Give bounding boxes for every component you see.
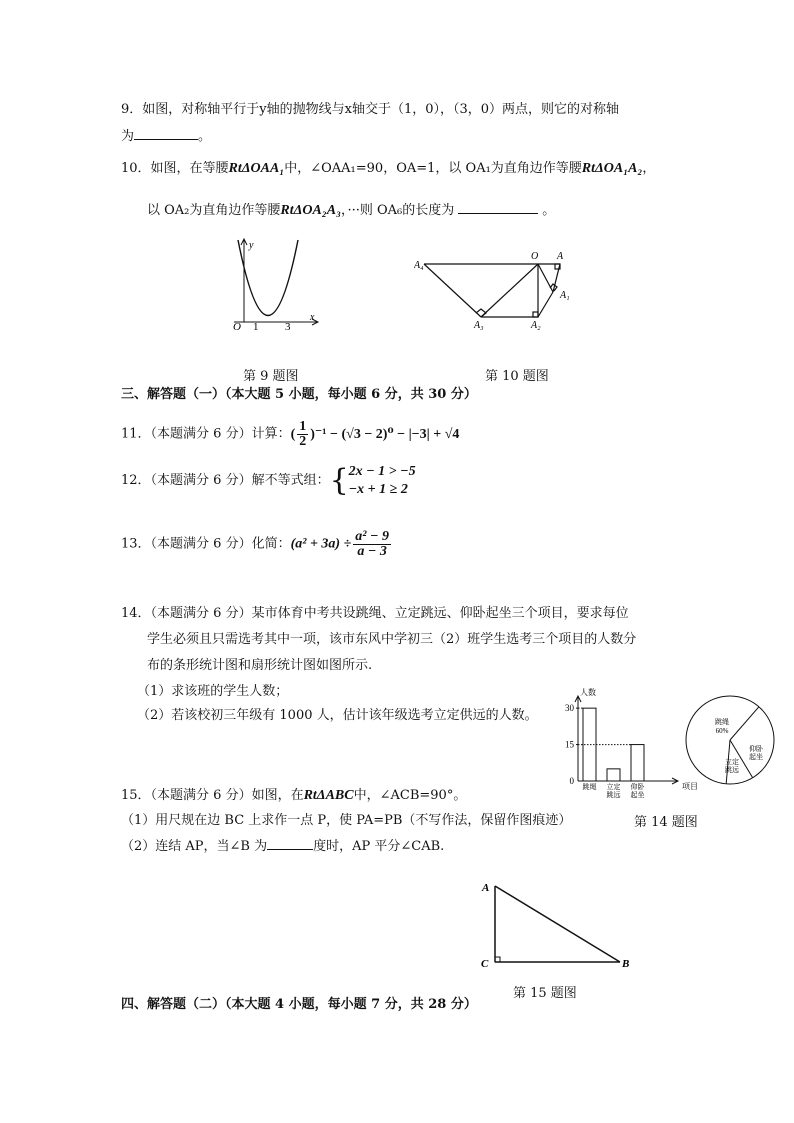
fig9-caption: 第 9 题图	[243, 369, 299, 384]
fig14-ytick-label: 15	[565, 739, 574, 750]
fig10-label-a3: A₃	[474, 320, 484, 331]
fig14-ytick-label: 30	[565, 703, 574, 714]
fig14-ylabel: 人数	[580, 688, 596, 697]
q11-expr	[290, 419, 460, 449]
q14-sub2: （2）若该校初三年级有 1000 人，估计该年级选考立定供远的人数。	[137, 708, 538, 723]
fig10-label-a1: A₁	[560, 290, 570, 301]
fig10-triangles-figure	[414, 246, 580, 332]
fig15-label-b: B	[622, 958, 630, 970]
q13-frac-den: a − 3	[357, 544, 387, 559]
q13-line	[121, 530, 393, 566]
fig14-ytick-label: 0	[569, 776, 574, 786]
fig14-bar	[631, 745, 644, 781]
q15-line1-pre: 15．（本题满分 6 分）如图，在	[121, 788, 304, 803]
q12-brace: {	[329, 463, 349, 498]
q13-frac-num: a² − 9	[355, 529, 389, 544]
q10-tri1: RtΔOAA₁	[228, 161, 285, 176]
fig9-label-origin: O	[233, 321, 241, 332]
q12-prefix: 12．（本题满分 6 分）解不等式组：	[121, 473, 330, 488]
q14-line1: 14．（本题满分 6 分）某市体育中考共设跳绳、立定跳远、仰卧起坐三个项目，要求每位	[121, 606, 629, 621]
fig14-bar-chart	[565, 688, 698, 799]
fig9-parabola-graph	[228, 236, 324, 332]
q10-line2-pre: 以 OA₂为直角边作等腰	[147, 203, 281, 218]
fig14-pie-label-situp: 仰卧	[749, 745, 763, 753]
q14-sub1: （1）求该班的学生人数；	[137, 684, 289, 699]
q11-frac-den: 2	[299, 434, 307, 449]
q11-frac	[297, 420, 308, 449]
fig15-caption: 第 15 题图	[513, 986, 577, 1001]
q10-line2-post: 。	[542, 203, 556, 218]
q11-frac-num: 1	[299, 419, 307, 434]
fig10-line-a1-a2	[538, 292, 553, 317]
section4-header: 四、解答题（二）（本大题 4 小题，每小题 7 分，共 28 分）	[121, 997, 477, 1012]
fig14-pie-chart	[686, 696, 774, 784]
fig15-triangle	[478, 878, 638, 970]
q12-ineq1: 2x − 1 > −5	[348, 464, 416, 479]
q15-line1-post: 中，∠ACB=90°。	[353, 788, 467, 803]
fig9-label-x: x	[310, 312, 315, 323]
q9-line2-post: 。	[198, 129, 212, 144]
fig10-label-a: A	[557, 251, 564, 262]
fig14-category-label: 跳远	[606, 791, 621, 799]
q13-expr-left: (a² + 3a) ÷	[290, 536, 352, 552]
q10-line1	[121, 160, 655, 178]
q15-sub2-pre: （2）连结 AP，当∠B 为	[121, 839, 268, 854]
fig9-label-1: 1	[253, 321, 259, 332]
q11-expr-rest: )⁻¹ − (√3 − 2)⁰ − |−3| + √4	[310, 426, 460, 442]
q10-tri3: RtΔOA₂A₃	[280, 203, 341, 218]
q10-line1-pre: 10．如图，在等腰	[121, 161, 229, 176]
q10-answer-blank[interactable]	[458, 213, 538, 214]
fig9-label-y: y	[249, 240, 254, 251]
fig14-category-label: 跳绳	[582, 783, 597, 791]
q15-sub2-post: 度时，AP 平分∠CAB.	[313, 839, 445, 854]
q15-line1	[121, 787, 466, 805]
section3-header: 三、解答题（一）（本大题 5 小题，每小题 6 分，共 30 分）	[121, 387, 477, 402]
fig10-line-a4-a3	[424, 264, 481, 317]
fig14-xlabel: 项目	[682, 782, 698, 791]
q13-frac	[353, 530, 391, 559]
q15-sub1: （1）用尺规在边 BC 上求作一点 P，使 PA=PB（不写作法，保留作图痕迹）	[121, 813, 572, 828]
fig14-caption: 第 14 题图	[634, 815, 698, 830]
q9-answer-blank[interactable]	[134, 139, 198, 140]
fig14-pie-label-situp-2: 起坐	[749, 753, 763, 761]
fig10-line-o-a3	[481, 264, 538, 317]
fig15-label-c: C	[481, 958, 489, 970]
fig14-bar	[607, 769, 620, 781]
fig14-category-label: 仰卧	[630, 783, 645, 791]
q11-line	[121, 419, 460, 449]
q14-line2: 学生必须且只需选考其中一项，该市东风中学初三（2）班学生选考三个项目的人数分	[147, 632, 637, 647]
fig14-pie-label-jump: 跳绳	[715, 718, 729, 726]
fig14-category-label: 立定	[606, 783, 621, 791]
fig10-label-o: O	[531, 251, 539, 262]
q10-line1-mid: 中，∠OAA₁=90，OA=1，以 OA₁为直角边作等腰	[284, 161, 582, 176]
fig14-pie-label-longjump: 立定	[725, 758, 739, 766]
q15-answer-blank[interactable]	[267, 849, 313, 850]
q12-ineq2: −x + 1 ≥ 2	[348, 482, 408, 497]
q10-line2	[147, 202, 555, 220]
q10-line1-post: ，	[642, 161, 656, 176]
q13-prefix: 13．（本题满分 6 分）化简：	[121, 536, 291, 552]
q10-line2-mid: ，···则 OA₆的长度为	[340, 203, 455, 218]
fig9-label-3: 3	[285, 321, 291, 332]
q9-line1: 9．如图，对称轴平行于y轴的抛物线与x轴交于（1，0），（3，0）两点，则它的对称轴	[121, 102, 620, 117]
fig15-side-ab	[495, 886, 620, 962]
q11-expr-open: (	[290, 426, 296, 442]
q15-tri: RtΔABC	[303, 788, 354, 803]
q9-line2-pre: 为	[121, 129, 135, 144]
fig10-right-angle-a2	[533, 312, 538, 317]
fig9-parabola-curve	[238, 240, 298, 316]
q14-line3: 布的条形统计图和扇形统计图如图所示.	[147, 658, 373, 673]
fig14-chart	[556, 688, 780, 806]
fig10-label-a2: A₂	[531, 320, 541, 331]
q15-sub2	[121, 838, 444, 856]
fig10-caption: 第 10 题图	[485, 369, 549, 384]
fig10-label-a4: A₄	[414, 260, 424, 271]
q12-line	[121, 463, 416, 499]
fig14-pie-pct-jump: 60%	[715, 727, 729, 735]
q10-tri2: RtΔOA₁A₂	[581, 161, 643, 176]
q12-system	[349, 463, 416, 499]
q9-line2	[121, 128, 211, 146]
q11-prefix: 11．（本题满分 6 分）计算：	[121, 426, 291, 442]
fig15-label-a: A	[482, 882, 490, 894]
fig14-pie-label-longjump-2: 跳远	[725, 766, 739, 774]
fig14-category-label: 起坐	[630, 791, 645, 799]
